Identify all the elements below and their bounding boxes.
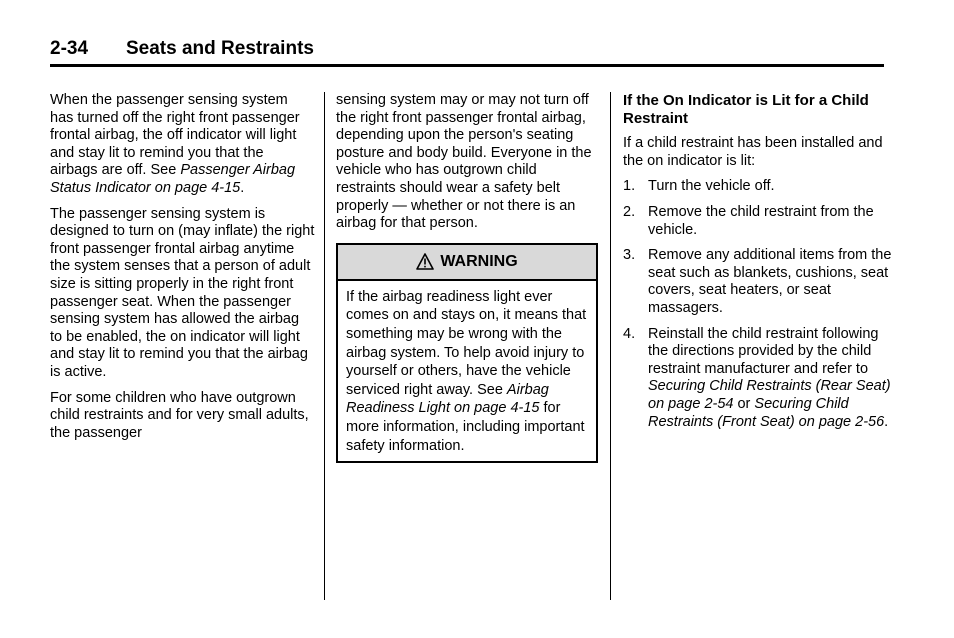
warning-triangle-icon: [416, 253, 434, 270]
cross-reference-link[interactable]: Securing Child Restraints (Front Seat) on page 2-56: [648, 395, 885, 430]
paragraph: sensing system may or may not turn off the right front passenger frontal airbag, depending upon the person's seating posture and body build. Everyone in the vehicle who has outgrown child restraints should wear a safety belt properly — whether or not there is an airbag for that person.: [336, 92, 592, 232]
column-right: [623, 92, 893, 439]
cross-reference-link[interactable]: Passenger Airbag Status Indicator on page 4-15: [50, 162, 296, 196]
list-item: 3. Remove any additional items from the seat such as blankets, cushions, seat covers, seat heaters, or seat massagers.: [623, 247, 892, 316]
column-left: [50, 92, 315, 450]
warning-header: [338, 245, 596, 281]
paragraph: If a child restraint has been installed and the on indicator is lit:: [623, 135, 883, 169]
page-number: 2-34: [50, 38, 89, 59]
warning-text: If the airbag readiness light ever comes on and stays on, it means that something may be wrong with the airbag system. To help avoid injury to yourself or others, have the vehicle serviced right away. See Airbag Readiness Light on page 4-15 for more information, including important safety information.: [346, 288, 587, 454]
subsection-heading: If the On Indicator is Lit for a Child Restraint: [623, 92, 869, 127]
page-header: [50, 38, 884, 67]
column-divider: [610, 92, 611, 600]
warning-label: WARNING: [440, 252, 518, 270]
section-title: Seats and Restraints: [126, 38, 314, 59]
column-middle: [336, 92, 598, 463]
paragraph: When the passenger sensing system has turned off the right front passenger frontal airbag, the off indicator will light and stay lit to remind you that the airbags are off. See Passenger Airbag Status Indicator on page 4-15.: [50, 92, 300, 196]
list-item: 1. Turn the vehicle off.: [623, 178, 775, 195]
cross-reference-link[interactable]: Airbag Readiness Light on page 4-15: [346, 381, 549, 417]
warning-box: [336, 243, 598, 463]
cross-reference-link[interactable]: Securing Child Restraints (Rear Seat) on page 2-54: [648, 378, 891, 412]
steps-list: [623, 178, 893, 431]
column-divider: [324, 92, 325, 600]
list-item: 2. Remove the child restraint from the vehicle.: [623, 203, 874, 238]
paragraph: For some children who have outgrown child restraints and for very small adults, the passenger: [50, 389, 309, 441]
list-item: 4. Reinstall the child restraint following the directions provided by the child restraint manufacturer and refer to Securing Child Restraints (Rear Seat) on page 2-54 or Securing Child Restraints (Front Seat) on page 2-56.: [623, 325, 891, 430]
paragraph: The passenger sensing system is designed to turn on (may inflate) the right front passenger frontal airbag anytime the system senses that a person of adult size is sitting properly in the right front passenger seat. When the passenger sensing system has allowed the airbag to be enabled, the on indicator will light and stay lit to remind you that the airbag is active.: [50, 205, 315, 380]
